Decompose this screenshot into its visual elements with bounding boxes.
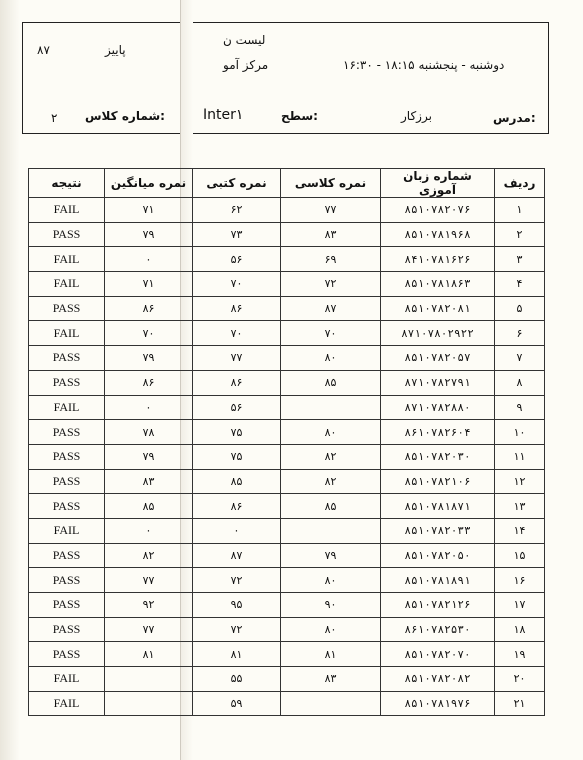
teacher-label: مدرس: bbox=[493, 111, 536, 125]
result-cell: FAIL bbox=[29, 518, 105, 543]
written-score-cell: ۸۶ bbox=[193, 494, 281, 519]
student-id-cell: ۸۵۱۰۷۸۱۸۷۱ bbox=[381, 494, 495, 519]
result-cell: PASS bbox=[29, 617, 105, 642]
student-id-cell: ۸۵۱۰۷۸۱۸۶۳ bbox=[381, 272, 495, 297]
term: پاییز bbox=[105, 43, 126, 57]
result-cell: PASS bbox=[29, 346, 105, 371]
class-score-cell: ۸۲ bbox=[281, 469, 381, 494]
row-number-cell: ۱۱ bbox=[495, 444, 545, 469]
written-score-cell: ۸۶ bbox=[193, 370, 281, 395]
table-row bbox=[29, 222, 545, 247]
average-score-cell: ۷۸ bbox=[105, 420, 193, 445]
average-score-cell: ۷۹ bbox=[105, 222, 193, 247]
student-id-cell: ۸۵۱۰۷۸۲۰۳۳ bbox=[381, 518, 495, 543]
average-score-cell: ۷۷ bbox=[105, 617, 193, 642]
average-score-cell: ۸۶ bbox=[105, 296, 193, 321]
row-number-cell: ۱۲ bbox=[495, 469, 545, 494]
class-score-cell bbox=[281, 691, 381, 716]
student-id-cell: ۸۵۱۰۷۸۱۹۶۸ bbox=[381, 222, 495, 247]
class-score-cell: ۷۹ bbox=[281, 543, 381, 568]
average-score-cell: ۰ bbox=[105, 395, 193, 420]
title-fragment: لیست ن bbox=[223, 33, 266, 47]
class-score-cell: ۷۲ bbox=[281, 272, 381, 297]
written-score-cell: ۷۷ bbox=[193, 346, 281, 371]
result-cell: FAIL bbox=[29, 321, 105, 346]
student-id-cell: ۸۷۱۰۷۸۲۸۸۰ bbox=[381, 395, 495, 420]
average-score-cell bbox=[105, 667, 193, 692]
table-row bbox=[29, 444, 545, 469]
col-header-average-score: نمره میانگین bbox=[105, 169, 193, 198]
row-number-cell: ۱۸ bbox=[495, 617, 545, 642]
table-row bbox=[29, 321, 545, 346]
result-cell: PASS bbox=[29, 370, 105, 395]
table-row bbox=[29, 642, 545, 667]
student-id-cell: ۸۷۱۰۷۸۰۲۹۲۲ bbox=[381, 321, 495, 346]
table-row bbox=[29, 691, 545, 716]
average-score-cell: ۷۱ bbox=[105, 272, 193, 297]
schedule: دوشنبه - پنجشنبه ۱۸:۱۵ - ۱۶:۳۰ bbox=[343, 58, 505, 72]
scan-edge-shadow bbox=[0, 0, 20, 760]
result-cell: FAIL bbox=[29, 691, 105, 716]
written-score-cell: ۷۲ bbox=[193, 568, 281, 593]
written-score-cell: ۷۵ bbox=[193, 444, 281, 469]
average-score-cell bbox=[105, 691, 193, 716]
average-score-cell: ۷۹ bbox=[105, 346, 193, 371]
written-score-cell: ۸۷ bbox=[193, 543, 281, 568]
written-score-cell: ۷۵ bbox=[193, 420, 281, 445]
written-score-cell: ۷۰ bbox=[193, 272, 281, 297]
average-score-cell: ۰ bbox=[105, 247, 193, 272]
written-score-cell: ۷۰ bbox=[193, 321, 281, 346]
table-row bbox=[29, 247, 545, 272]
result-cell: FAIL bbox=[29, 667, 105, 692]
class-score-cell: ۸۰ bbox=[281, 420, 381, 445]
average-score-cell: ۷۹ bbox=[105, 444, 193, 469]
written-score-cell: ۵۵ bbox=[193, 667, 281, 692]
average-score-cell: ۸۶ bbox=[105, 370, 193, 395]
col-header-student-id: شماره زبان آموزی bbox=[381, 169, 495, 198]
class-info-header bbox=[22, 22, 549, 134]
student-id-cell: ۸۵۱۰۷۸۱۹۷۶ bbox=[381, 691, 495, 716]
row-number-cell: ۲ bbox=[495, 222, 545, 247]
result-cell: PASS bbox=[29, 494, 105, 519]
average-score-cell: ۷۷ bbox=[105, 568, 193, 593]
table-row bbox=[29, 346, 545, 371]
written-score-cell: ۸۶ bbox=[193, 296, 281, 321]
student-id-cell: ۸۵۱۰۷۸۲۱۰۶ bbox=[381, 469, 495, 494]
written-score-cell: ۵۶ bbox=[193, 247, 281, 272]
result-cell: PASS bbox=[29, 222, 105, 247]
written-score-cell: ۸۵ bbox=[193, 469, 281, 494]
row-number-cell: ۱۰ bbox=[495, 420, 545, 445]
result-cell: FAIL bbox=[29, 247, 105, 272]
row-number-cell: ۱۶ bbox=[495, 568, 545, 593]
average-score-cell: ۷۰ bbox=[105, 321, 193, 346]
table-row bbox=[29, 469, 545, 494]
written-score-cell: ۹۵ bbox=[193, 593, 281, 618]
class-score-cell: ۸۲ bbox=[281, 444, 381, 469]
class-score-cell: ۸۳ bbox=[281, 667, 381, 692]
student-id-cell: ۸۵۱۰۷۸۲۰۷۶ bbox=[381, 198, 495, 223]
average-score-cell: ۷۱ bbox=[105, 198, 193, 223]
written-score-cell: ۷۳ bbox=[193, 222, 281, 247]
result-cell: PASS bbox=[29, 296, 105, 321]
table-row bbox=[29, 420, 545, 445]
table-row bbox=[29, 272, 545, 297]
average-score-cell: ۰ bbox=[105, 518, 193, 543]
row-number-cell: ۱۵ bbox=[495, 543, 545, 568]
written-score-cell: ۷۲ bbox=[193, 617, 281, 642]
row-number-cell: ۱۴ bbox=[495, 518, 545, 543]
row-number-cell: ۷ bbox=[495, 346, 545, 371]
class-score-cell: ۶۹ bbox=[281, 247, 381, 272]
result-cell: FAIL bbox=[29, 395, 105, 420]
level-value: Inter۱ bbox=[203, 107, 244, 123]
col-header-row-number: ردیف bbox=[495, 169, 545, 198]
col-header-written-score: نمره کتبی bbox=[193, 169, 281, 198]
student-id-cell: ۸۶۱۰۷۸۲۶۰۴ bbox=[381, 420, 495, 445]
class-score-cell: ۸۵ bbox=[281, 370, 381, 395]
student-id-cell: ۸۵۱۰۷۸۲۰۳۰ bbox=[381, 444, 495, 469]
average-score-cell: ۸۲ bbox=[105, 543, 193, 568]
class-number-value: ۲ bbox=[51, 111, 58, 125]
class-score-cell bbox=[281, 518, 381, 543]
row-number-cell: ۱۳ bbox=[495, 494, 545, 519]
row-number-cell: ۶ bbox=[495, 321, 545, 346]
row-number-cell: ۵ bbox=[495, 296, 545, 321]
row-number-cell: ۲۰ bbox=[495, 667, 545, 692]
student-id-cell: ۸۵۱۰۷۸۲۰۵۰ bbox=[381, 543, 495, 568]
class-score-cell: ۷۰ bbox=[281, 321, 381, 346]
class-score-cell: ۹۰ bbox=[281, 593, 381, 618]
result-cell: FAIL bbox=[29, 198, 105, 223]
class-score-cell: ۸۱ bbox=[281, 642, 381, 667]
result-cell: PASS bbox=[29, 444, 105, 469]
table-row bbox=[29, 370, 545, 395]
student-id-cell: ۸۷۱۰۷۸۲۷۹۱ bbox=[381, 370, 495, 395]
col-header-class-score: نمره کلاسی bbox=[281, 169, 381, 198]
table-row bbox=[29, 593, 545, 618]
row-number-cell: ۲۱ bbox=[495, 691, 545, 716]
class-score-cell: ۸۰ bbox=[281, 617, 381, 642]
table-row bbox=[29, 568, 545, 593]
average-score-cell: ۸۱ bbox=[105, 642, 193, 667]
table-row bbox=[29, 667, 545, 692]
written-score-cell: ۶۲ bbox=[193, 198, 281, 223]
result-cell: FAIL bbox=[29, 272, 105, 297]
row-number-cell: ۱ bbox=[495, 198, 545, 223]
row-number-cell: ۳ bbox=[495, 247, 545, 272]
class-score-cell: ۸۰ bbox=[281, 346, 381, 371]
student-id-cell: ۸۵۱۰۷۸۱۸۹۱ bbox=[381, 568, 495, 593]
center-fragment: مرکز آمو bbox=[223, 58, 269, 72]
class-score-cell: ۸۳ bbox=[281, 222, 381, 247]
written-score-cell: ۵۹ bbox=[193, 691, 281, 716]
written-score-cell: ۸۱ bbox=[193, 642, 281, 667]
term-code: ۸۷ bbox=[37, 43, 50, 57]
col-header-result: نتیجه bbox=[29, 169, 105, 198]
level-label: سطح: bbox=[281, 109, 318, 123]
student-id-cell: ۸۵۱۰۷۸۲۰۵۷ bbox=[381, 346, 495, 371]
average-score-cell: ۹۲ bbox=[105, 593, 193, 618]
average-score-cell: ۸۳ bbox=[105, 469, 193, 494]
class-score-cell: ۸۰ bbox=[281, 568, 381, 593]
row-number-cell: ۴ bbox=[495, 272, 545, 297]
table-row bbox=[29, 296, 545, 321]
table-row bbox=[29, 494, 545, 519]
table-row bbox=[29, 198, 545, 223]
class-score-cell: ۸۵ bbox=[281, 494, 381, 519]
student-id-cell: ۸۵۱۰۷۸۲۰۸۲ bbox=[381, 667, 495, 692]
row-number-cell: ۸ bbox=[495, 370, 545, 395]
result-cell: PASS bbox=[29, 568, 105, 593]
written-score-cell: ۵۶ bbox=[193, 395, 281, 420]
row-number-cell: ۱۷ bbox=[495, 593, 545, 618]
student-id-cell: ۸۵۱۰۷۸۲۰۸۱ bbox=[381, 296, 495, 321]
result-cell: PASS bbox=[29, 420, 105, 445]
student-id-cell: ۸۴۱۰۷۸۱۶۲۶ bbox=[381, 247, 495, 272]
table-row bbox=[29, 518, 545, 543]
student-id-cell: ۸۵۱۰۷۸۲۱۲۶ bbox=[381, 593, 495, 618]
table-header-row bbox=[29, 169, 545, 198]
class-score-cell: ۷۷ bbox=[281, 198, 381, 223]
class-number-label: شماره کلاس: bbox=[85, 109, 165, 123]
grades-table bbox=[28, 168, 545, 716]
result-cell: PASS bbox=[29, 543, 105, 568]
result-cell: PASS bbox=[29, 593, 105, 618]
class-score-cell bbox=[281, 395, 381, 420]
written-score-cell: ۰ bbox=[193, 518, 281, 543]
average-score-cell: ۸۵ bbox=[105, 494, 193, 519]
row-number-cell: ۱۹ bbox=[495, 642, 545, 667]
result-cell: PASS bbox=[29, 469, 105, 494]
table-row bbox=[29, 543, 545, 568]
student-id-cell: ۸۶۱۰۷۸۲۵۳۰ bbox=[381, 617, 495, 642]
class-score-cell: ۸۷ bbox=[281, 296, 381, 321]
row-number-cell: ۹ bbox=[495, 395, 545, 420]
teacher-name: برزکار bbox=[401, 109, 432, 123]
student-id-cell: ۸۵۱۰۷۸۲۰۷۰ bbox=[381, 642, 495, 667]
table-row bbox=[29, 617, 545, 642]
table-row bbox=[29, 395, 545, 420]
result-cell: PASS bbox=[29, 642, 105, 667]
